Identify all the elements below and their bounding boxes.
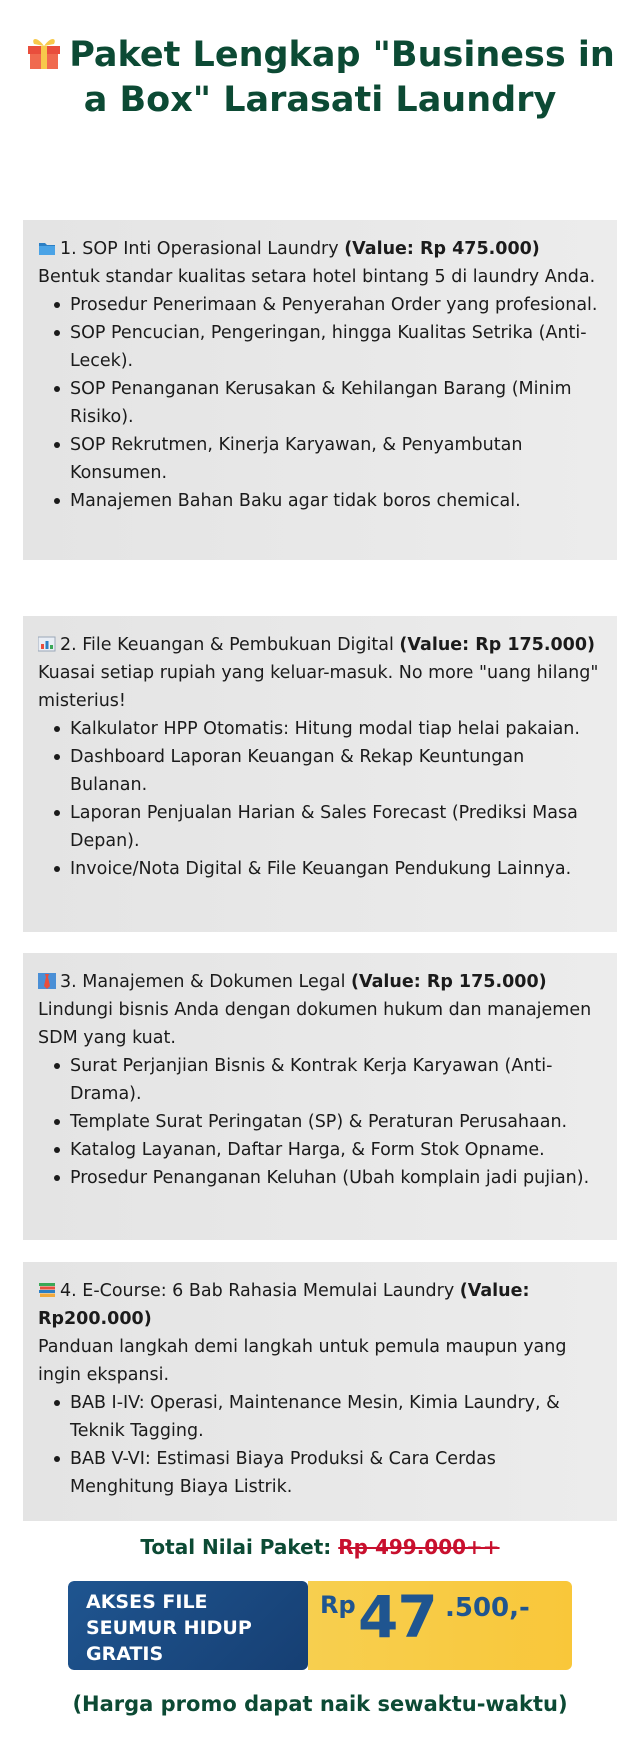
title-text: Paket Lengkap "Business in a Box" Larasati Laundry — [69, 35, 615, 120]
list-item: BAB V-VI: Estimasi Biaya Produksi & Cara Cerdas Menghitung Biaya Listrik. — [70, 1445, 603, 1501]
list-item: Prosedur Penerimaan & Penyerahan Order yang profesional. — [70, 291, 603, 319]
list-item: Template Surat Peringatan (SP) & Peraturan Perusahaan. — [70, 1108, 603, 1136]
list-item: Invoice/Nota Digital & File Keuangan Pendukung Lainnya. — [70, 855, 603, 883]
list-item: SOP Penanganan Kerusakan & Kehilangan Barang (Minim Risiko). — [70, 375, 603, 431]
price-cents: .500,- — [445, 1593, 530, 1623]
price-currency: Rp — [320, 1591, 356, 1619]
section-legal — [23, 953, 617, 1240]
list-item: SOP Rekrutmen, Kinerja Karyawan, & Penyambutan Konsumen. — [70, 431, 603, 487]
section-ecourse — [23, 1262, 617, 1521]
list-item: Laporan Penjualan Harian & Sales Forecast (Prediksi Masa Depan). — [70, 799, 603, 855]
necktie-icon — [38, 970, 56, 986]
list-item: BAB I-IV: Operasi, Maintenance Mesin, Kimia Laundry, & Teknik Tagging. — [70, 1389, 603, 1445]
list-item: Kalkulator HPP Otomatis: Hitung modal tiap helai pakaian. — [70, 715, 603, 743]
section-value: (Value: Rp 175.000) — [399, 635, 596, 655]
section-heading: 2. File Keuangan & Pembukuan Digital (Value: Rp 175.000) — [38, 631, 603, 659]
page-title — [20, 33, 620, 123]
section-list — [38, 1389, 603, 1501]
price-amount: 47 — [358, 1583, 437, 1651]
list-item: Katalog Layanan, Daftar Harga, & Form Stok Opname. — [70, 1136, 603, 1164]
section-description: Kuasai setiap rupiah yang keluar-masuk. No more "uang hilang" misterius! — [38, 663, 599, 711]
section-value: (Value: Rp 475.000) — [344, 239, 540, 259]
section-list — [38, 1052, 603, 1192]
promo-note: (Harga promo dapat naik sewaktu-waktu) — [72, 1692, 568, 1716]
total-value — [0, 1535, 640, 1559]
offer-banner — [68, 1581, 572, 1670]
section-list — [38, 291, 603, 515]
offer-access-label: AKSES FILE SEUMUR HIDUP GRATIS — [68, 1581, 308, 1670]
section-heading: 3. Manajemen & Dokumen Legal (Value: Rp 175.000) — [38, 968, 603, 996]
list-item: Dashboard Laporan Keuangan & Rekap Keuntungan Bulanan. — [70, 743, 603, 799]
bar-chart-icon — [38, 633, 56, 649]
section-description: Lindungi bisnis Anda dengan dokumen hukum dan manajemen SDM yang kuat. — [38, 1000, 592, 1048]
list-item: SOP Pencucian, Pengeringan, hingga Kualitas Setrika (Anti-Lecek). — [70, 319, 603, 375]
list-item: Prosedur Penanganan Keluhan (Ubah komplain jadi pujian). — [70, 1164, 603, 1192]
section-heading: 4. E-Course: 6 Bab Rahasia Memulai Laundry (Value: Rp200.000) — [38, 1281, 530, 1329]
old-price: Rp 499.000++ — [338, 1535, 500, 1559]
section-description: Bentuk standar kualitas setara hotel bintang 5 di laundry Anda. — [38, 267, 596, 287]
section-value: (Value: Rp200.000) — [38, 1281, 530, 1329]
section-heading: 1. SOP Inti Operasional Laundry (Value: Rp 475.000) — [38, 235, 603, 263]
total-label: Total Nilai Paket: — [140, 1535, 332, 1559]
books-icon — [38, 1279, 56, 1295]
gift-icon — [25, 34, 63, 70]
section-finance — [23, 616, 617, 932]
section-sop — [23, 220, 617, 560]
section-list — [38, 715, 603, 883]
offer-price — [308, 1581, 572, 1670]
section-value: (Value: Rp 175.000) — [351, 972, 547, 992]
section-description: Panduan langkah demi langkah untuk pemula maupun yang ingin ekspansi. — [38, 1337, 567, 1385]
list-item: Manajemen Bahan Baku agar tidak boros chemical. — [70, 487, 603, 515]
folder-icon — [38, 237, 56, 253]
list-item: Surat Perjanjian Bisnis & Kontrak Kerja Karyawan (Anti-Drama). — [70, 1052, 603, 1108]
